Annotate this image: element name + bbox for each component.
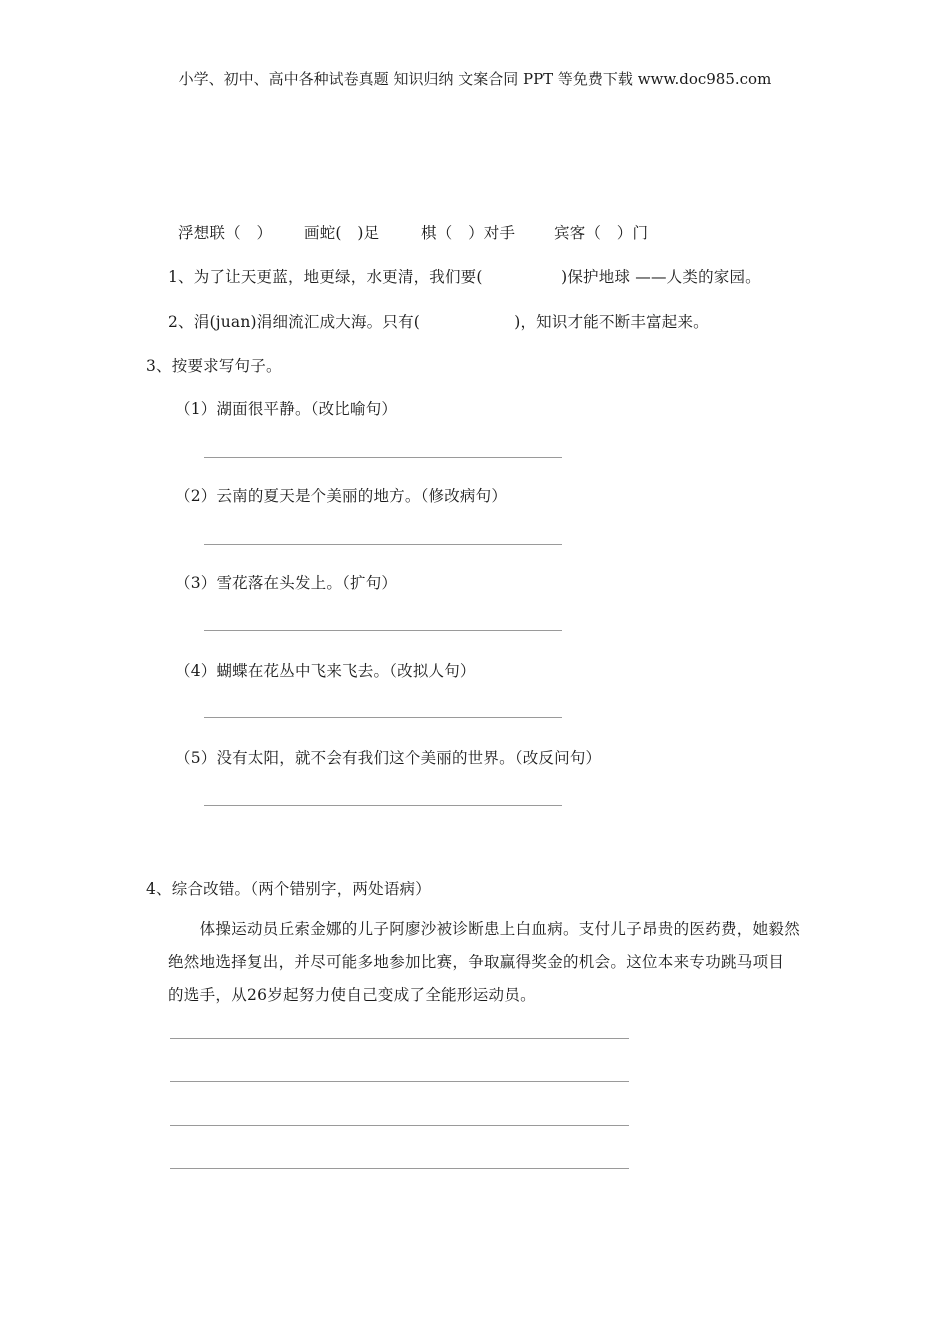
correction-line-4[interactable] [170,1168,629,1169]
answer-line-5[interactable] [204,805,562,806]
section-3-item-2: （2）云南的夏天是个美丽的地方。（修改病句） [175,487,508,505]
fill-blank-2: 2、涓(juan)涓细流汇成大海。只有( )，知识才能不断丰富起来。 [168,313,709,331]
section-3-title: 3、按要求写句子。 [146,357,282,375]
passage-line-3: 的选手，从26岁起努力使自己变成了全能形运动员。 [168,986,536,1004]
idiom-4: 宾客（ ）门 [554,224,649,242]
section-4-title: 4、综合改错。（两个错别字，两处语病） [146,880,431,898]
page-header: 小学、初中、高中各种试卷真题 知识归纳 文案合同 PPT 等免费下载 www.doc985.com [178,70,772,88]
section-3-item-5: （5）没有太阳，就不会有我们这个美丽的世界。（改反问句） [175,749,602,767]
idiom-1: 浮想联（ ） [178,224,273,242]
idiom-3: 棋（ ）对手 [421,224,516,242]
answer-line-3[interactable] [204,630,562,631]
section-3-item-1: （1）湖面很平静。（改比喻句） [175,400,398,418]
section-4-passage [168,913,808,1012]
answer-line-2[interactable] [204,544,562,545]
correction-line-3[interactable] [170,1125,629,1126]
answer-line-4[interactable] [204,717,562,718]
answer-line-1[interactable] [204,457,562,458]
passage-line-2: 绝然地选择复出，并尽可能多地参加比赛，争取赢得奖金的机会。这位本来专功跳马项目 [168,953,785,971]
section-3-item-4: （4）蝴蝶在花丛中飞来飞去。（改拟人句） [175,662,476,680]
passage-line-1: 体操运动员丘索金娜的儿子阿廖沙被诊断患上白血病。支付儿子昂贵的医药费，她毅然 [168,920,801,938]
correction-line-1[interactable] [170,1038,629,1039]
correction-line-2[interactable] [170,1081,629,1082]
fill-blank-1: 1、为了让天更蓝，地更绿，水更清，我们要( )保护地球 ——人类的家园。 [168,268,761,286]
idiom-2: 画蛇( )足 [304,224,380,242]
section-3-item-3: （3）雪花落在头发上。（扩句） [175,574,398,592]
